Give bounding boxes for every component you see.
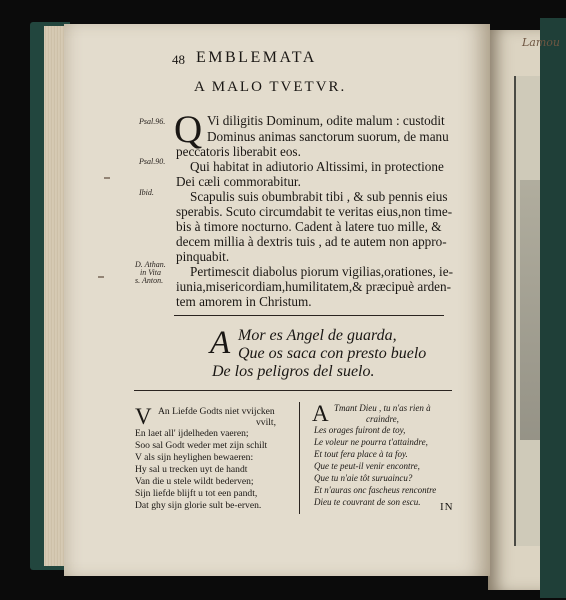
spanish-line: Que os saca con presto buelo (238, 345, 427, 362)
dutch-dropcap: V (135, 404, 152, 429)
dutch-line: Dat ghy sijn glorie sult be-erven. (135, 500, 262, 511)
latin-line: decem millia à dextris tuis , ad te autem non appro- (176, 234, 447, 249)
french-line: Que te peut-il venir encontre, (314, 461, 420, 471)
spanish-line: De los peligros del suelo. (212, 363, 375, 380)
dutch-line: Hy sal u trecken uyt de handt (135, 464, 248, 475)
page-number: 48 (172, 52, 185, 67)
margin-note: in Vita (140, 268, 161, 277)
french-line: Le voleur ne pourra t'attaindre, (314, 437, 428, 447)
french-line: Les orages fuiront de toy, (314, 425, 406, 435)
dutch-line: vvilt, (256, 417, 276, 428)
emblem-title: A MALO TVETVR. (194, 79, 347, 95)
dutch-line: An Liefde Godts niet vvijcken (158, 406, 275, 417)
margin-note: Ibid. (139, 188, 154, 197)
dutch-line: Van die u stele wildt bederven; (135, 476, 254, 487)
latin-dropcap: Q (174, 108, 203, 151)
french-line: Et n'auras onc fascheus rencontre (314, 485, 437, 495)
margin-note: s. Anton. (135, 276, 164, 285)
margin-note: Psal.96. (139, 117, 166, 126)
margin-note: Psal.90. (139, 157, 166, 166)
column-divider (299, 402, 300, 514)
catchword: IN (440, 501, 454, 513)
ink-mark (104, 177, 110, 179)
french-dropcap: A (312, 401, 329, 426)
divider-rule (134, 390, 452, 391)
latin-line: pinquabit. (176, 249, 230, 264)
latin-line: Dei cæli commorabitur. (176, 174, 301, 189)
dutch-line: En laet all' ijdelheden vaeren; (135, 428, 249, 439)
latin-line: Vi diligitis Dominum, odite malum : custodit (207, 113, 445, 128)
latin-line: Dominus animas sanctorum suorum, de manu (207, 129, 449, 144)
dutch-line: V als sijn heylighen bewaeren: (135, 452, 254, 463)
dutch-line: Soo sal Godt weder met zijn schilt (135, 440, 268, 451)
latin-line: peccatoris liberabit eos. (176, 144, 301, 159)
running-head: EMBLEMATA (196, 49, 317, 66)
latin-line: iunia,misericordiam,humilitatem,& præcipuè arden- (176, 279, 452, 294)
french-line: Tmant Dieu , tu n'as rien à (334, 403, 431, 413)
latin-line: sperabis. Scuto circumdabit te veritas eius,non time- (176, 204, 453, 219)
divider-rule (174, 315, 444, 316)
handwritten-note: Lamou (522, 36, 561, 49)
french-line: craindre, (366, 414, 399, 424)
margin-note: D. Athan. (135, 260, 166, 269)
ink-mark (98, 276, 104, 278)
latin-line: tem amorem in Christum. (176, 294, 312, 309)
french-line: Et tout fera place à ta foy. (314, 449, 408, 459)
spanish-line: Mor es Angel de guarda, (238, 327, 397, 344)
book-cover-right (540, 18, 566, 598)
latin-line: Scapulis suis obumbrabit tibi , & sub pennis eius (190, 189, 448, 204)
spanish-dropcap: A (210, 325, 231, 361)
french-line: Dieu te couvrant de son escu. (314, 497, 421, 507)
latin-line: Qui habitat in adiutorio Altissimi, in protectione (190, 159, 444, 174)
latin-line: bis à timore nocturno. Cadent à latere tuo mille, & (176, 219, 442, 234)
dutch-line: Sijn liefde blijft u tot een pandt, (135, 488, 258, 499)
latin-line: Pertimescit diabolus piorum vigilias,orationes, ie- (190, 264, 453, 279)
french-line: Que tu n'aie tôt suruaincu? (314, 473, 413, 483)
